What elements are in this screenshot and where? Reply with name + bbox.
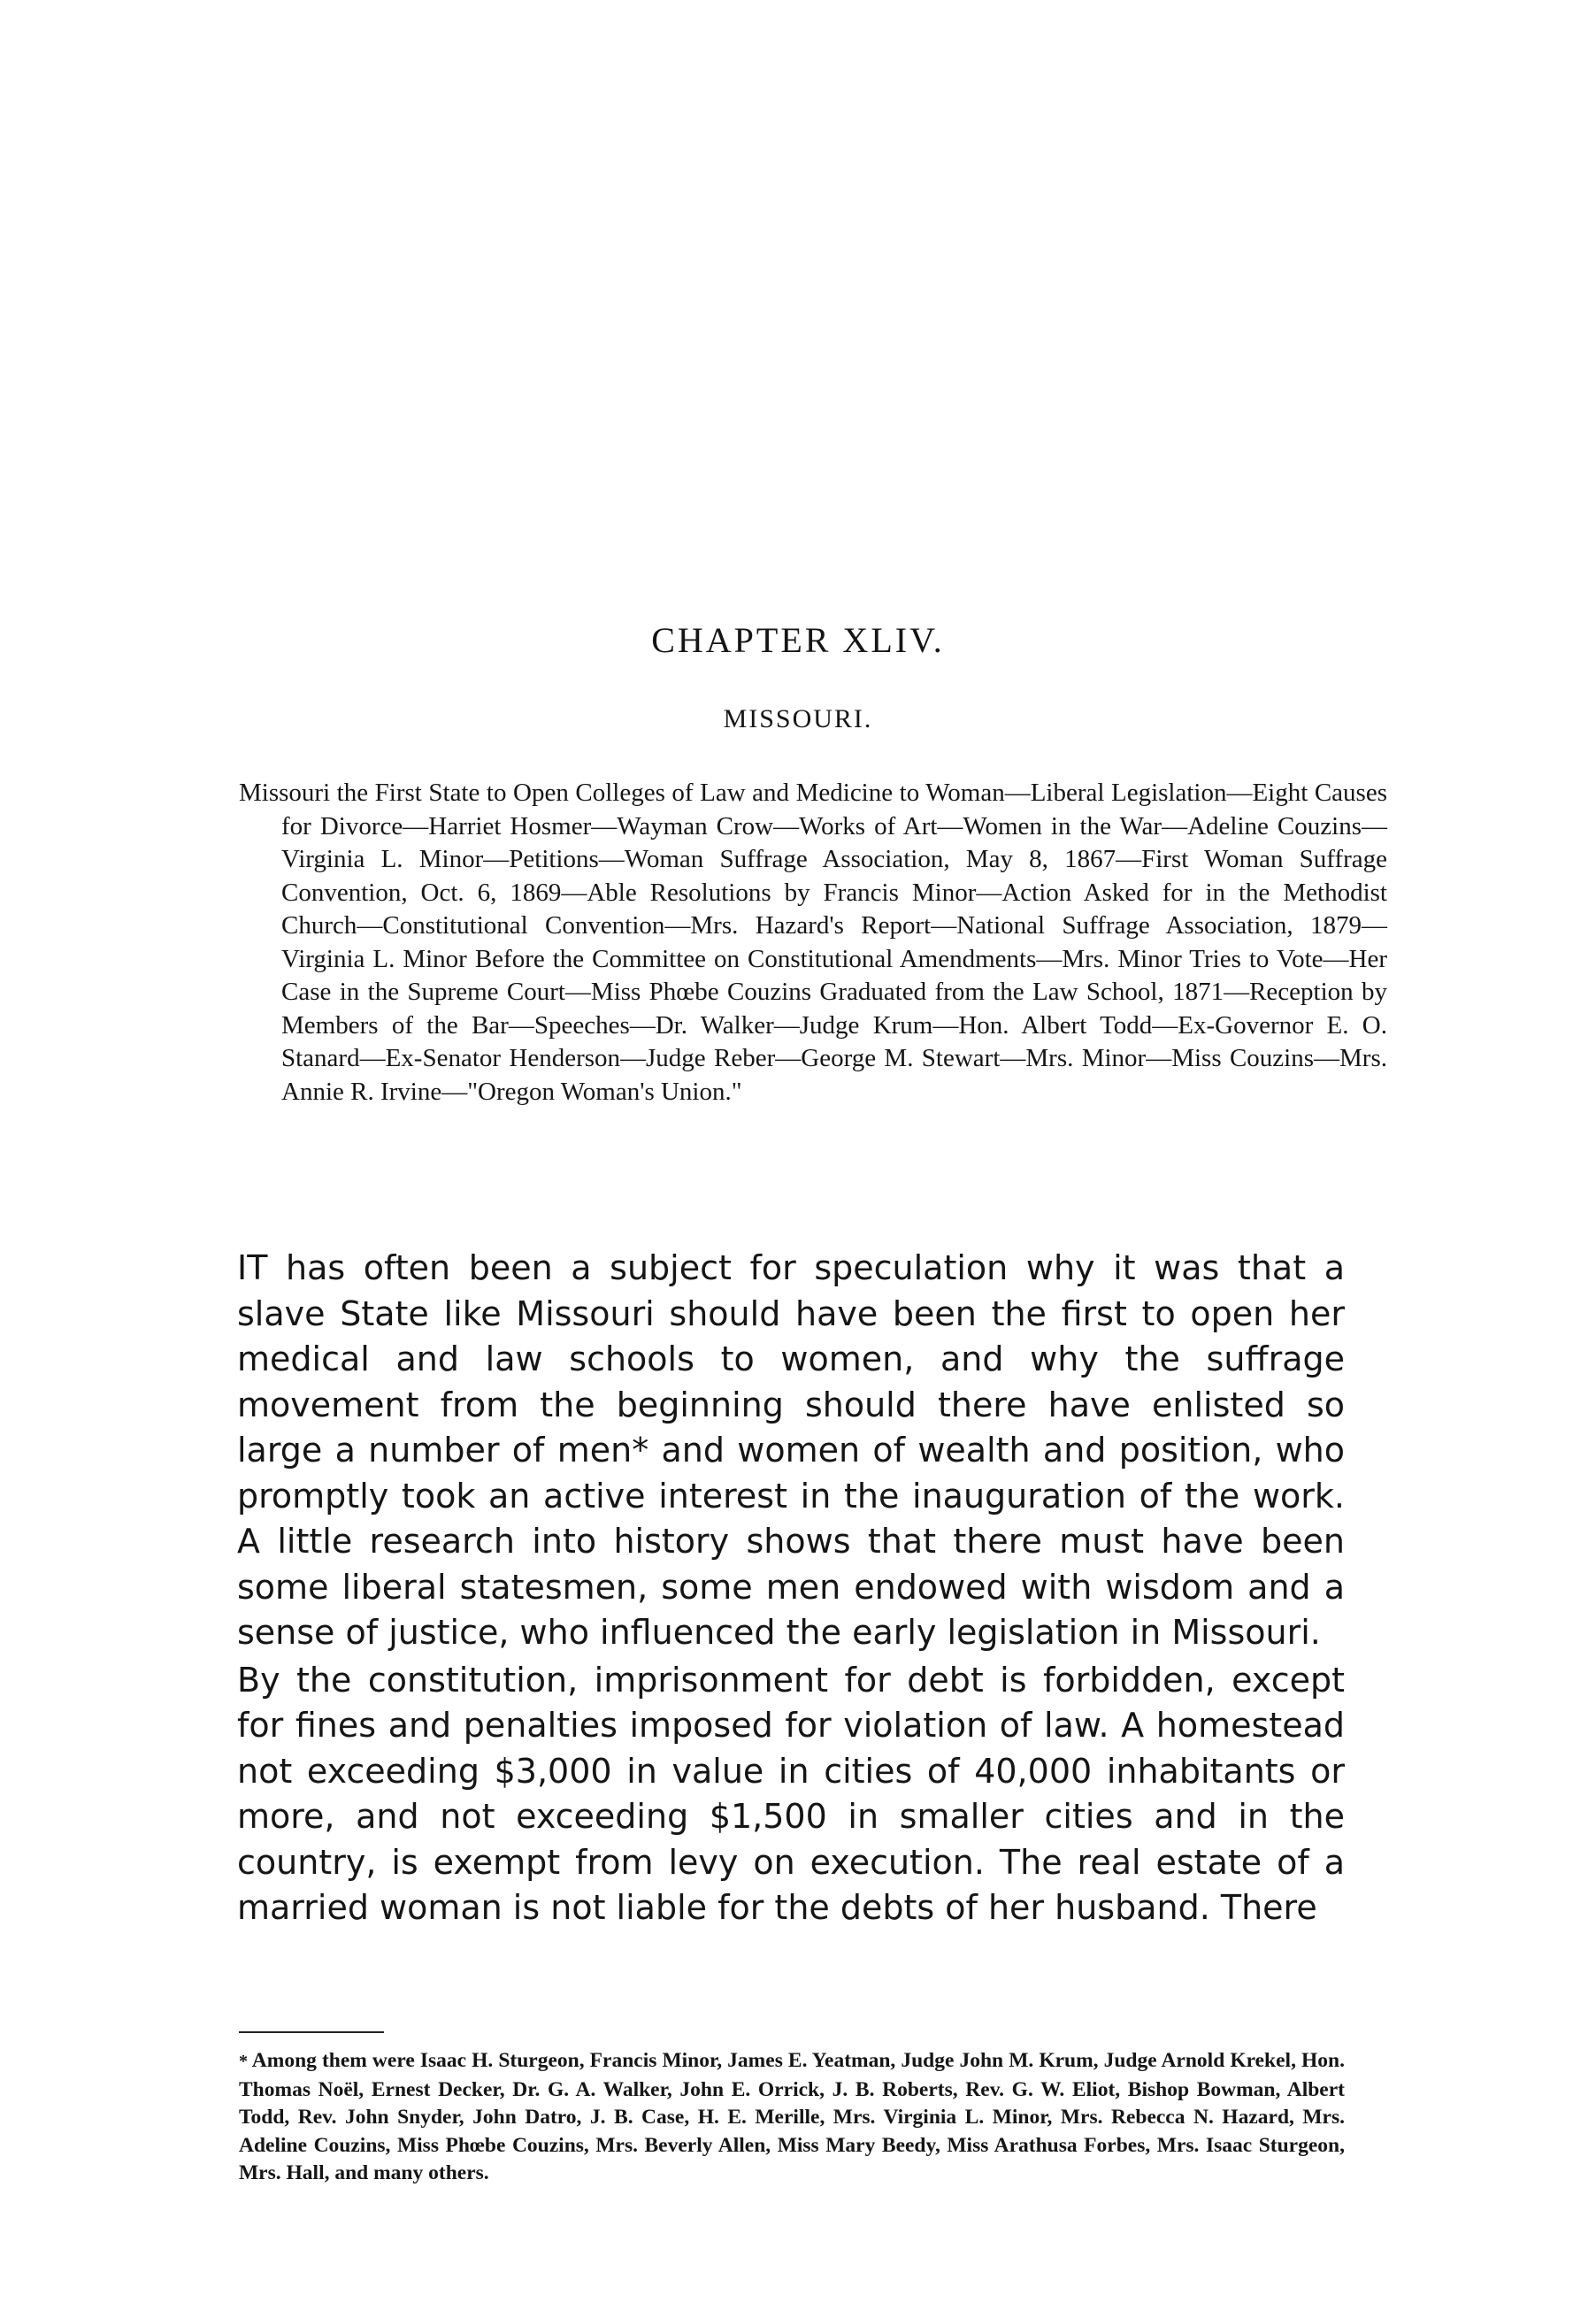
body-paragraph (237, 1246, 1345, 1656)
body-paragraph: By the constitution, imprisonment for debt is forbidden, except for fines and penalties imposed for violation of law. A homestead not exceeding $3,000 in value in cities of 40,000 inhabitants or more, and not exceeding $1,500 in smaller cities and in the country, is exempt from levy on execution. The real estate of a married woman is not liable for the debts of her husband. There (237, 1660, 1345, 1927)
paragraph-text-part: has often been a subject for speculation why it was that a slave State like Missouri should have been the first to open her medical and law schools to women, and why the suffrage movement from the beginning should there have enlisted so large a number of men (237, 1248, 1345, 1470)
chapter-title: CHAPTER XLIV. (651, 620, 945, 660)
footnote (239, 2047, 1345, 2188)
section-title: MISSOURI. (723, 704, 873, 733)
footnote-text: Among them were Isaac H. Sturgeon, Francis Minor, James E. Yeatman, Judge John M. Krum, Judge Arnold Krekel, Hon. Thomas Noël, Ernest Decker, Dr. G. A. Walker, John E. Orrick, J. B. Roberts, Rev. G. W. Eliot, Bishop Bowman, Albert Todd, Rev. John Snyder, John Datro, J. B. Case, H. E. Merille, Mrs. Virginia L. Minor, Mrs. Rebecca N. Hazard, Mrs. Adeline Couzins, Miss Phœbe Couzins, Mrs. Beverly Allen, Miss Mary Beedy, Miss Arathusa Forbes, Mrs. Isaac Sturgeon, Mrs. Hall, and many others. (239, 2049, 1345, 2184)
chapter-summary: Missouri the First State to Open Colleges of Law and Medicine to Woman—Liberal Legislation—Eight Causes for Divorce—Harriet Hosmer—Wayman Crow—Works of Art—Women in the War—Adeline Couzins—Virginia L. Minor—Petitions—Woman Suffrage Association, May 8, 1867—First Woman Suffrage Convention, Oct. 6, 1869—Able Resolutions by Francis Minor—Action Asked for in the Methodist Church—Constitutional Convention—Mrs. Hazard's Report—National Suffrage Association, 1879—Virginia L. Minor Before the Committee on Constitutional Amendments—Mrs. Minor Tries to Vote—Her Case in the Supreme Court—Miss Phœbe Couzins Graduated from the Law School, 1871—Reception by Members of the Bar—Speeches—Dr. Walker—Judge Krum—Hon. Albert Todd—Ex-Governor E. O. Stanard—Ex-Senator Henderson—Judge Reber—George M. Stewart—Mrs. Minor—Miss Couzins—Mrs. Annie R. Irvine—"Oregon Woman's Union." (239, 779, 1387, 1106)
body-text (237, 1246, 1345, 1933)
paragraph-text-part: and women of wealth and position, who promptly took an active interest in the inauguration of the work. A little research into history shows that there must have been some liberal statesmen, some men endowed with wisdom and a sense of justice, who influenced the early legislation in Missouri. (237, 1431, 1345, 1652)
footnote-divider (239, 2031, 384, 2033)
opening-word: IT (237, 1248, 268, 1287)
footnote-mark: * (239, 2052, 248, 2071)
footnote-reference: * (632, 1431, 649, 1470)
